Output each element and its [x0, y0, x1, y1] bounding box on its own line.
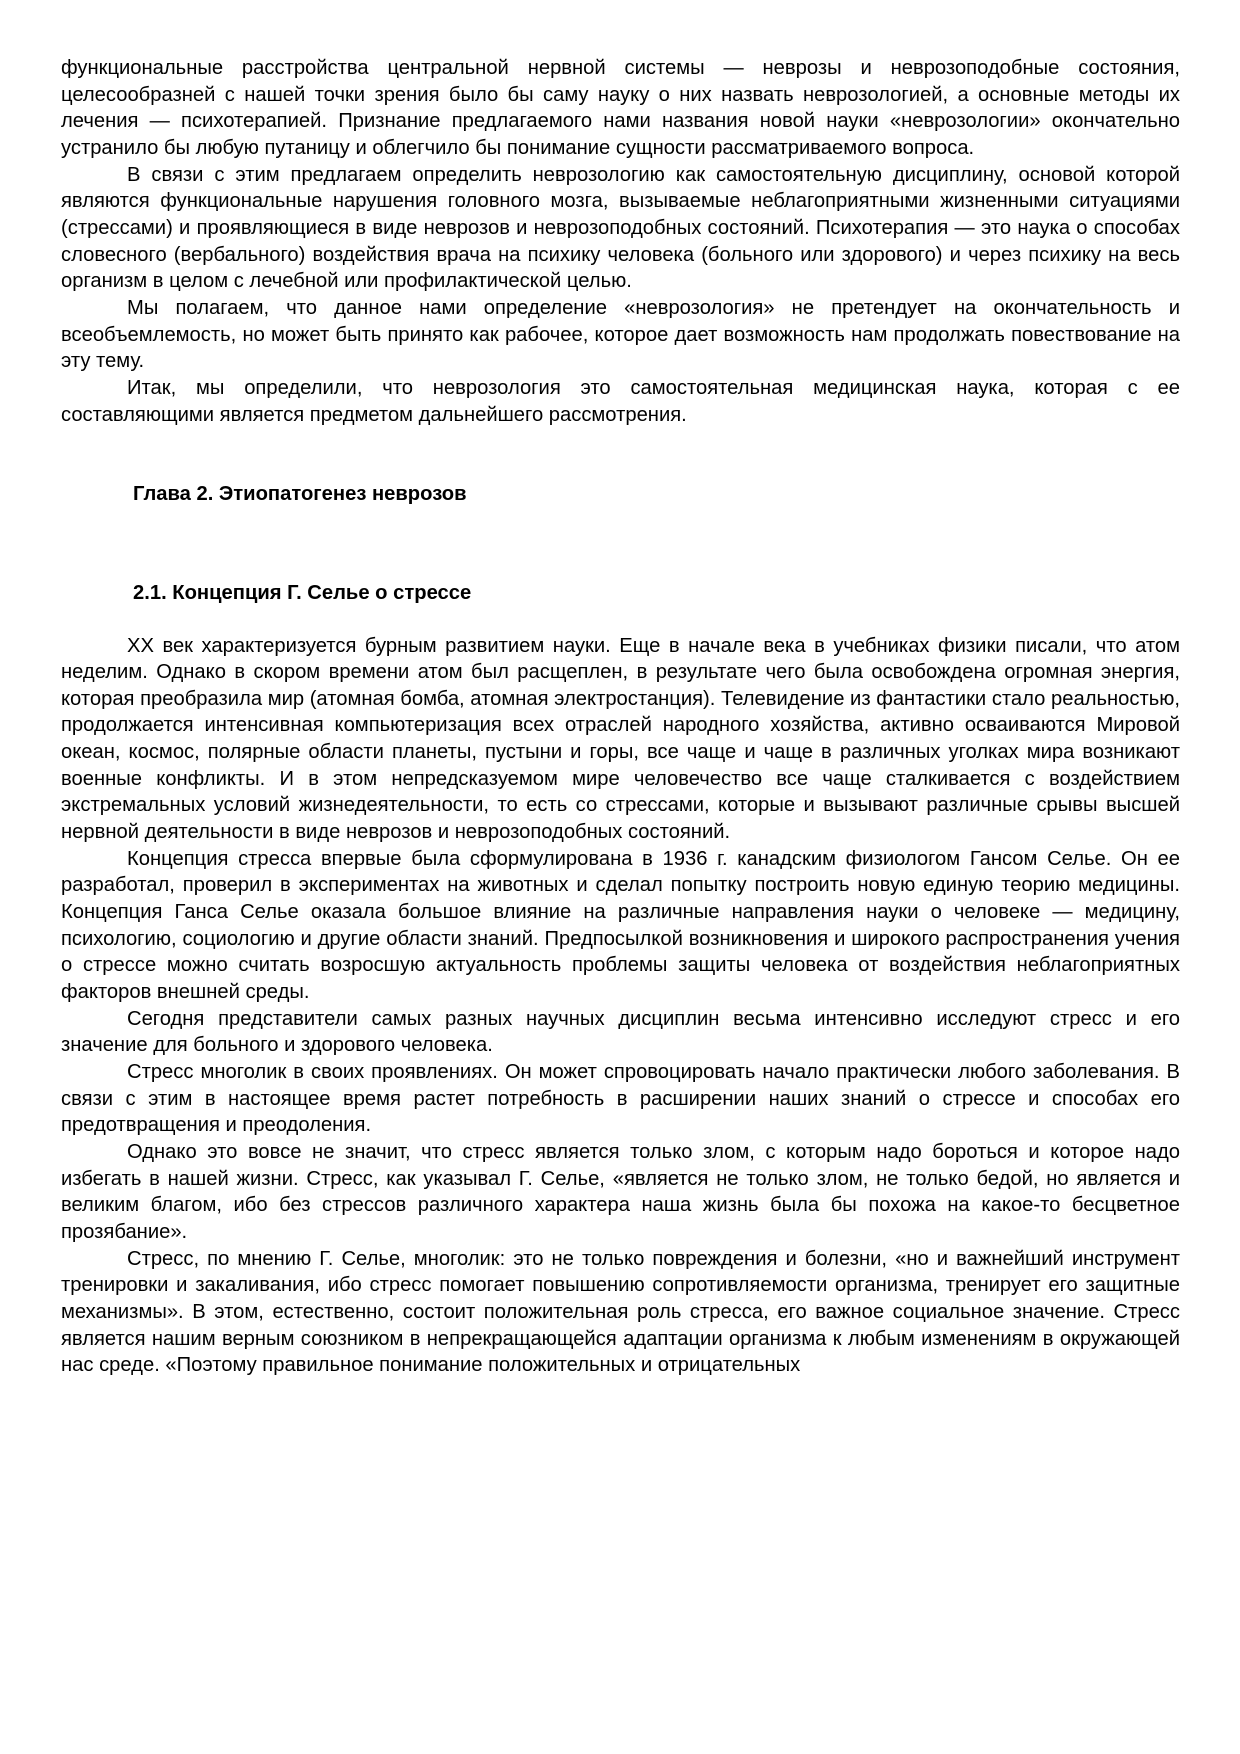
paragraph-stress-manifestations: Стресс многолик в своих проявлениях. Он может спровоцировать начало практически любого заболевания. В связи с этим в настоящее время растет потребность в расширении наших знаний о стрессе и способах его предотвращения и преодоления. — [61, 1061, 1180, 1137]
chapter-heading: Глава 2. Этиопатогенез неврозов — [133, 483, 467, 506]
paragraph-conclusion: Итак, мы определили, что неврозология это самостоятельная медицинская наука, которая с ее составляющими является предметом дальнейшего рассмотрения. — [61, 376, 1180, 426]
paragraph-stress-concept: Концепция стресса впервые была сформулирована в 1936 г. канадским физиологом Гансом Селье. Он ее разработал, проверил в экспериментах на животных и сделал попытку построить новую единую теорию медицины. Концепция Ганса Селье оказала большое влияние на различные направления науки о человеке — медицину, психологию, социологию и другие области знаний. Предпосылкой возникновения и широкого распространения учения о стрессе можно считать возросшую актуальность проблемы защиты человека от воздействия неблагоприятных факторов внешней среды. — [61, 847, 1180, 1004]
paragraph-continuation: функциональные расстройства центральной нервной системы — неврозы и неврозоподобные состояния, целесообразней с нашей точки зрения было бы саму науку о них назвать неврозологией, а основные методы их лечения — психотерапией. Признание предлагаемого нами названия новой науки «неврозологии» окончательно устранило бы любую путаницу и облегчило бы понимание сущности рассматриваемого вопроса. — [61, 57, 1180, 159]
paragraph-neurozology-definition: В связи с этим предлагаем определить неврозологию как самостоятельную дисциплину, основой которой являются функциональные нарушения головного мозга, вызываемые неблагоприятными жизненными ситуациями (стрессами) и проявляющиеся в виде неврозов и неврозоподобных состояний. Психотерапия — это наука о способах словесного (вербального) воздействия врача на психику человека (больного или здорового) и через психику на весь организм в целом с лечебной или профилактической целью. — [61, 163, 1180, 293]
paragraph-stress-not-only-evil: Однако это вовсе не значит, что стресс является только злом, с которым надо бороться и которое надо избегать в нашей жизни. Стресс, как указывал Г. Селье, «является не только злом, не только бедой, но является и великим благом, ибо без стрессов различного характера наша жизнь была бы похожа на какое-то бесцветное прозябание». — [61, 1140, 1180, 1243]
section-heading: 2.1. Концепция Г. Селье о стрессе — [133, 581, 472, 604]
paragraph-20th-century: XX век характеризуется бурным развитием науки. Еще в начале века в учебниках физики писали, что атом неделим. Однако в скором времени атом был расщеплен, в результате чего была освобождена огромная энергия, которая преобразила мир (атомная бомба, атомная электростанция). Телевидение из фантастики стало реальностью, продолжается интенсивная компьютеризация всех отраслей народного хозяйства, активно осваиваются Мировой океан, космос, полярные области планеты, пустыни и горы, все чаще и чаще в различных уголках мира возникают военные конфликты. И в этом непредсказуемом мире человечество все чаще сталкивается с воздействием экстремальных условий жизнедеятельности, то есть со стрессами, которые и вызывают различные срывы высшей нервной деятельности в виде неврозов и неврозоподобных состояний. — [61, 634, 1180, 844]
paragraph-stress-positive-role: Стресс, по мнению Г. Селье, многолик: это не только повреждения и болезни, «но и важнейший инструмент тренировки и закаливания, ибо стресс помогает повышению сопротивляемости организма, тренирует его защитные механизмы». В этом, естественно, состоит положительная роль стресса, его важное социальное значение. Стресс является нашим верным союзником в непрекращающейся адаптации организма к любым изменениям в окружающей нас среде. «Поэтому правильное понимание положительных и отрицательных — [61, 1247, 1180, 1377]
paragraph-researchers: Сегодня представители самых разных научных дисциплин весьма интенсивно исследуют стресс и его значение для больного и здорового человека. — [61, 1007, 1180, 1057]
paragraph-working-definition: Мы полагаем, что данное нами определение «неврозология» не претендует на окончательность и всеобъемлемость, но может быть принято как рабочее, которое дает возможность нам продолжать повествование на эту тему. — [61, 296, 1180, 373]
document-page — [61, 55, 1180, 1379]
